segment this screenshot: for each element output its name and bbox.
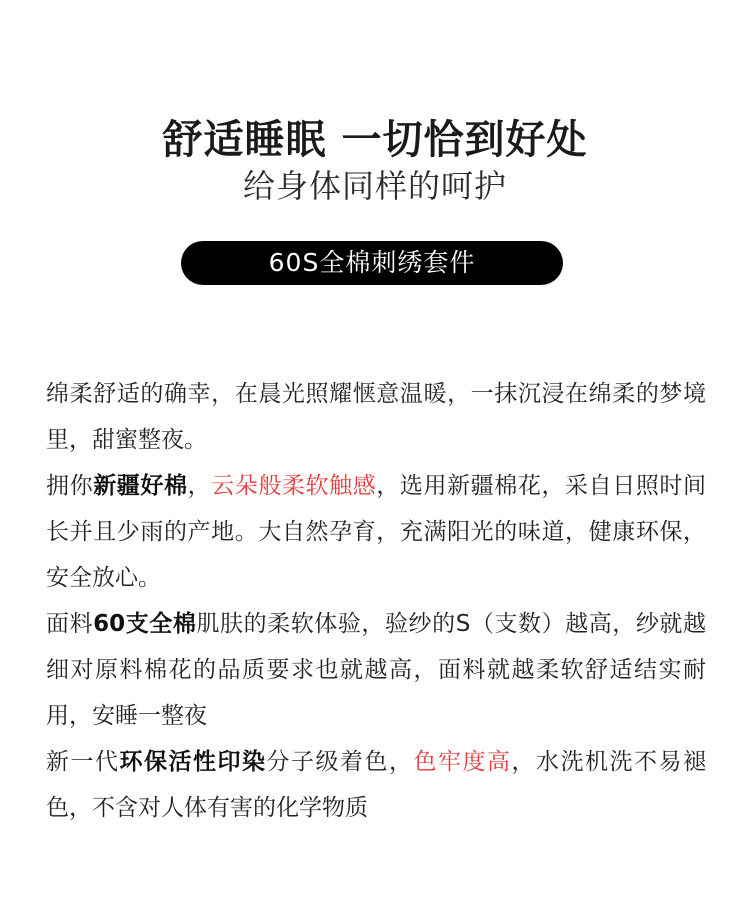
paragraph-text: 绵柔舒适的确幸，在晨光照耀惬意温暖，一抹沉浸在绵柔的梦境里，甜蜜整夜。 — [46, 381, 706, 453]
paragraph-intro — [46, 371, 706, 463]
paragraph-text: 拥你 — [46, 473, 94, 499]
paragraph-dyeing — [46, 739, 706, 831]
description-body — [46, 371, 706, 831]
highlight-bold: 环保活性印染 — [119, 749, 267, 775]
paragraph-text: 面料 — [46, 611, 94, 637]
page-subtitle: 给身体同样的呵护 — [242, 167, 507, 205]
page-title: 舒适睡眠 一切恰到好处 — [162, 117, 588, 163]
highlight-bold: 60支全棉 — [93, 611, 197, 637]
paragraph-text: ，水洗机洗不易褪色，不含对人体有害的化学物质 — [46, 749, 706, 821]
highlight-red: 云朵般柔软触感 — [211, 473, 377, 499]
paragraph-cotton-origin — [46, 463, 706, 601]
paragraph-text: 肌肤的柔软体验，验纱的S（支数）越高，纱就越细对原料棉花的品质要求也就越高，面料就越柔软舒适结实耐用，安睡一整夜 — [46, 611, 706, 729]
paragraph-text: ，选用新疆棉花，采自日照时间长并且少雨的产地。大自然孕育，充满阳光的味道，健康环保，安全放心。 — [46, 473, 707, 591]
paragraph-text: 新一代 — [46, 749, 120, 775]
highlight-bold: 新疆好棉 — [93, 473, 188, 499]
product-badge: 60S全棉刺绣套件 — [181, 241, 563, 285]
paragraph-text: ， — [187, 473, 212, 499]
highlight-red: 色牢度高 — [413, 749, 512, 775]
paragraph-fabric — [46, 601, 706, 739]
paragraph-text: 分子级着色， — [266, 749, 414, 775]
